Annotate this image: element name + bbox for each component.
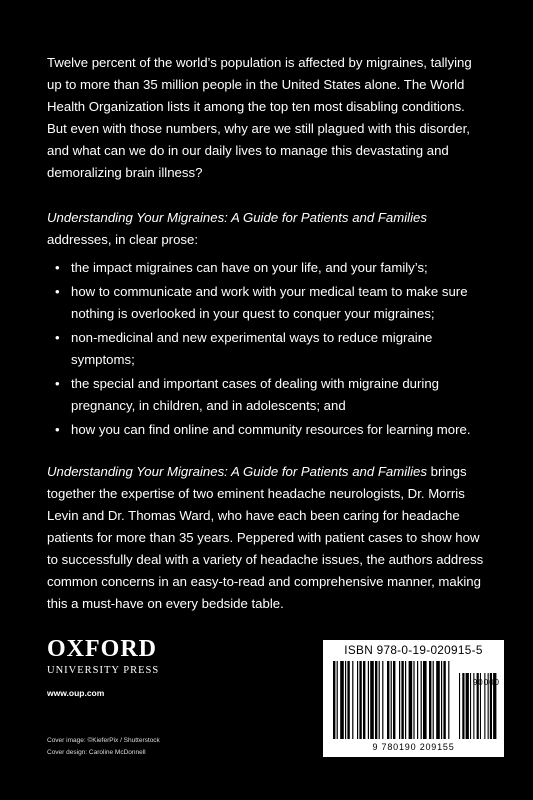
bullet-icon: •	[55, 284, 60, 299]
oxford-logo: OXFORD UNIVERSITY PRESS	[47, 636, 160, 676]
back-cover-text	[47, 52, 487, 615]
list-item: • the impact migraines can have on your life, and your family’s;	[47, 257, 487, 279]
bullet-icon: •	[55, 330, 60, 345]
isbn-label: ISBN 978-0-19-020915-5	[344, 643, 483, 657]
bullet-icon: •	[55, 260, 60, 275]
isbn-barcode-box	[323, 640, 504, 757]
price-code: 90000	[472, 678, 500, 687]
list-item: • the special and important cases of dealing with migraine during pregnancy, in children, and in adolescents; and	[47, 373, 487, 417]
book-title: Understanding Your Migraines: A Guide for Patients and Families	[47, 464, 427, 479]
list-item: • how to communicate and work with your medical team to make sure nothing is overlooked in your quest to conquer your migraines;	[47, 281, 487, 325]
addresses-paragraph: Understanding Your Migraines: A Guide for Patients and Families addresses, in clear prose:	[47, 210, 427, 247]
bullet-icon: •	[55, 422, 60, 437]
list-item: • how you can find online and community resources for learning more.	[47, 419, 487, 441]
book-title: Understanding Your Migraines: A Guide for Patients and Families	[47, 210, 427, 225]
bullet-icon: •	[55, 376, 60, 391]
topics-list	[47, 257, 487, 441]
cover-credits: Cover image: ©KieferPix / Shutterstock Cover design: Caroline McDonnell	[47, 737, 160, 756]
publisher-website: www.oup.com	[47, 688, 105, 698]
list-item: • non-medicinal and new experimental ways to reduce migraine symptoms;	[47, 327, 487, 371]
intro-paragraph: Twelve percent of the world’s population is affected by migraines, tallying up to more than 35 million people in the United States alone. The World Health Organization lists it among the top ten most disabling conditions. But even with those numbers, why are we still plagued with this disorder, and what can we do in our daily lives to manage this devastating and demoralizing brain illness?	[47, 55, 472, 180]
barcode-icon	[329, 659, 499, 741]
authors-paragraph: Understanding Your Migraines: A Guide for Patients and Families brings together the expertise of two eminent headache neurologists, Dr. Morris Levin and Dr. Thomas Ward, who have each been caring for headache patients for more than 35 years. Peppered with patient cases to show how to successfully deal with a variety of headache issues, the authors address common concerns in an easy-to-read and comprehensive manner, making this a must-have on every bedside table.	[47, 464, 484, 611]
barcode-digits: 9 780190 209155	[372, 742, 455, 752]
